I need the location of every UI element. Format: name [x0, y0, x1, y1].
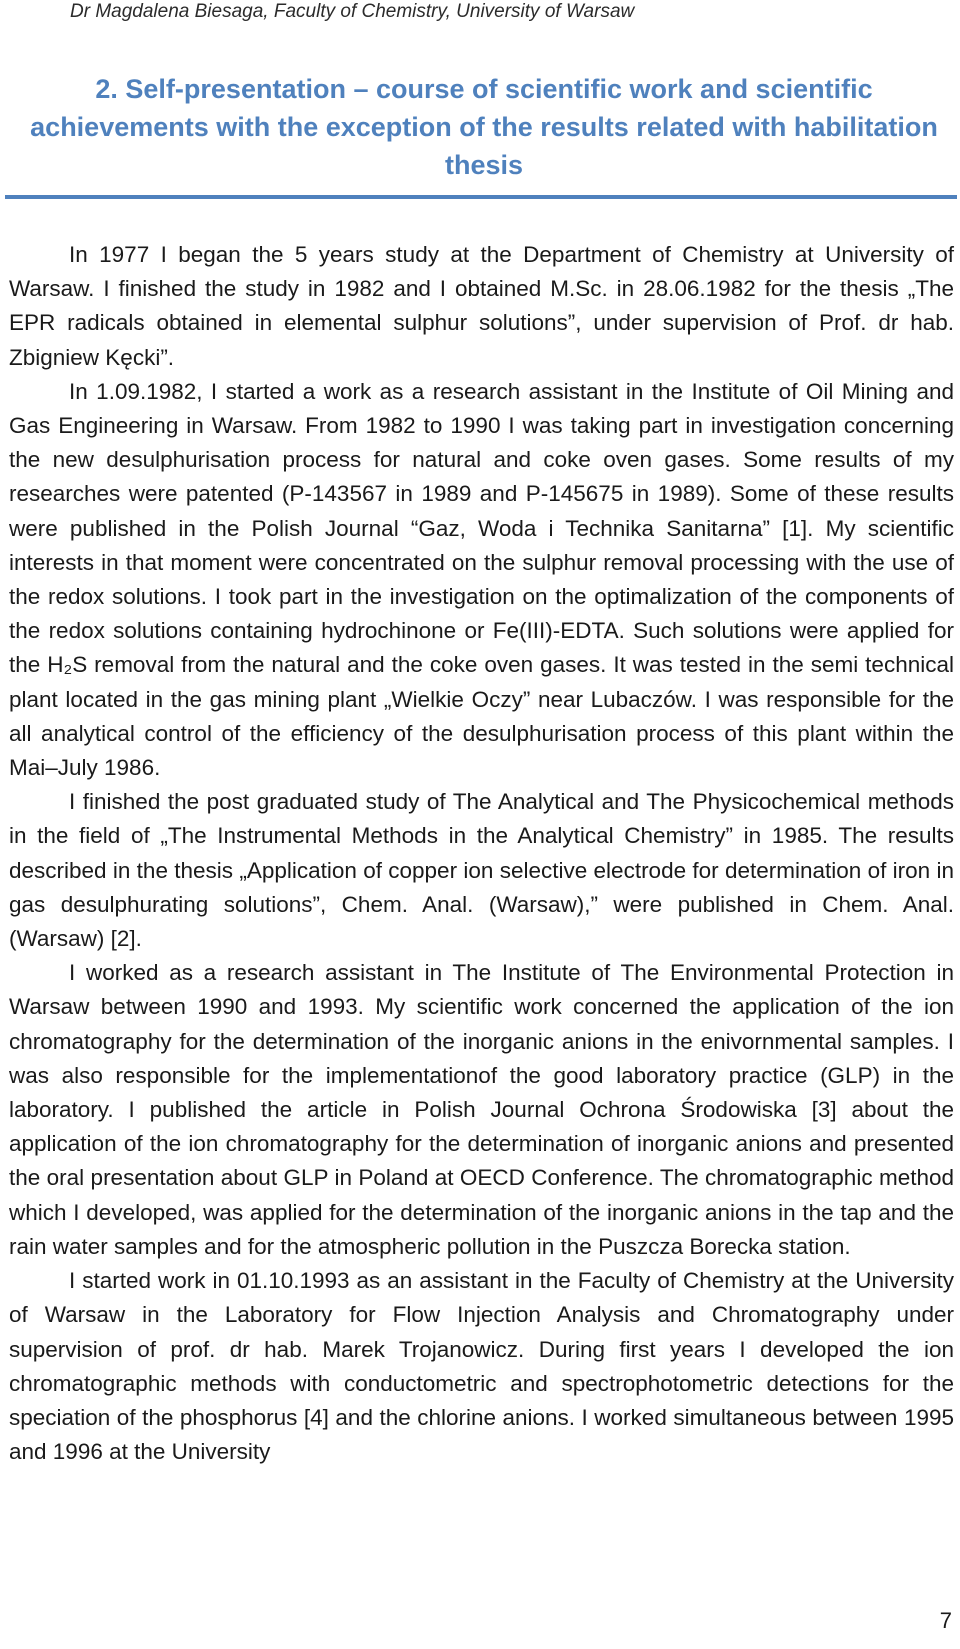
header-affiliation: Faculty of Chemistry, University of Warsaw	[268, 1, 635, 22]
page-number: 7	[939, 1608, 952, 1633]
paragraph: In 1977 I began the 5 years study at the Department of Chemistry at University of Warsaw. I finished the study in 1982 and I obtained M.Sc. in 28.06.1982 for the thesis „The EPR radicals obtained in elemental sulphur solutions”, under supervision of Prof. dr hab. Zbigniew Kęcki”.	[9, 242, 954, 370]
paragraph: I worked as a research assistant in The Institute of The Environmental Protection in Warsaw between 1990 and 1993. My scientific work concerned the application of the ion chromatography for the determination of the inorganic anions in the enivornmental samples. I was also responsible for the implementationof the good laboratory practice (GLP) in the laboratory. I published the article in Polish Journal Ochrona Środowiska [3] about the application of the ion chromatography for the determination of inorganic anions and presented the oral presentation about GLP in Poland at OECD Conference. The chromatographic method which I developed, was applied for the determination of the inorganic anions in the tap and the rain water samples and for the atmospheric pollution in the Puszcza Borecka station.	[9, 960, 954, 1259]
paragraph: In 1.09.1982, I started a work as a research assistant in the Institute of Oil Mining and Gas Engineering in Warsaw. From 1982 to 1990 I was taking part in investigation concerning the new desulphurisation process for natural and coke oven gases. Some results of my researches were patented (P-143567 in 1989 and P-145675 in 1989). Some of these results were published in the Polish Journal “Gaz, Woda i Technika Sanitarna” [1]. My scientific interests in that moment were concentrated on the sulphur removal processing with the use of the redox solutions. I took part in the investigation on the optimalization of the components of the redox solutions containing hydrochinone or Fe(III)-EDTA. Such solutions were applied for the H₂S removal from the natural and the coke oven gases. It was tested in the semi technical plant located in the gas mining plant „Wielkie Oczy” near Lubaczów. I was responsible for the all analytical control of the efficiency of the desulphurisation process of this plant within the Mai–July 1986.	[9, 378, 954, 781]
running-header	[70, 0, 634, 24]
section-divider	[5, 195, 957, 199]
body-text	[9, 238, 954, 1469]
section-title: 2. Self-presentation – course of scientific work and scientific achievements with the exception of the results related with habilitation thesis	[30, 74, 938, 180]
paragraph: I finished the post graduated study of The Analytical and The Physicochemical methods in the field of „The Instrumental Methods in the Analytical Chemistry” in 1985. The results described in the thesis „Application of copper ion selective electrode for determination of iron in gas desulphurating solutions”, Chem. Anal. (Warsaw),” were published in Chem. Anal. (Warsaw) [2].	[9, 789, 954, 952]
header-author: Dr Magdalena Biesaga,	[70, 1, 269, 22]
paragraph: I started work in 01.10.1993 as an assistant in the Faculty of Chemistry at the University of Warsaw in the Laboratory for Flow Injection Analysis and Chromatography under supervision of prof. dr hab. Marek Trojanowicz. During first years I developed the ion chromatographic methods with conductometric and spectrophotometric detections for the speciation of the phosphorus [4] and the chlorine anions. I worked simultaneous between 1995 and 1996 at the University	[9, 1268, 954, 1465]
